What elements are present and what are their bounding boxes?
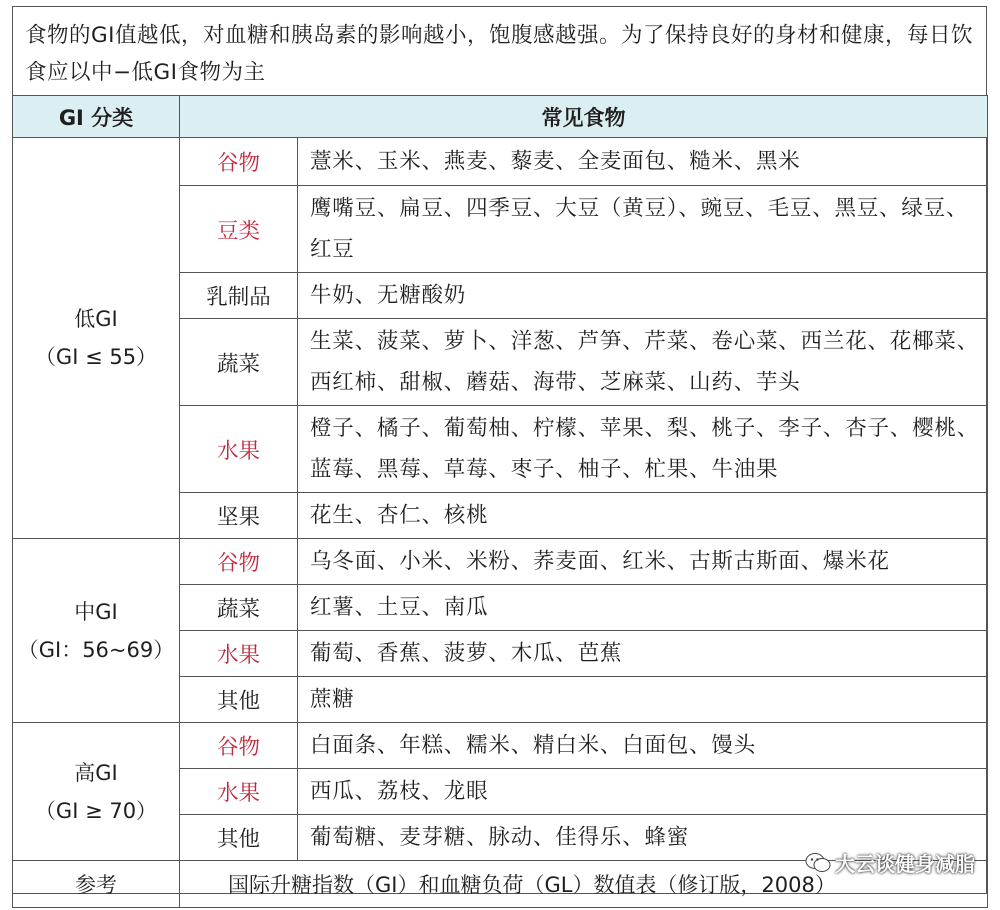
watermark [805, 848, 975, 877]
gi-group-low [13, 138, 180, 539]
category-cell: 水果 [180, 769, 298, 815]
gi-group-range: （GI ≤ 55） [34, 345, 158, 369]
foods-cell: 橙子、橘子、葡萄柚、柠檬、苹果、梨、桃子、李子、杏子、樱桃、蓝莓、黑莓、草莓、枣子、柚子、杧果、牛油果 [298, 406, 988, 493]
gi-group-high [13, 723, 180, 861]
category-cell: 蔬菜 [180, 585, 298, 631]
table-header-row [13, 96, 988, 138]
category-cell: 其他 [180, 677, 298, 723]
category-cell: 谷物 [180, 138, 298, 186]
foods-cell: 花生、杏仁、核桃 [298, 493, 988, 539]
gi-group-label: 中GI [74, 599, 118, 624]
gi-group-mid [13, 539, 180, 723]
gi-food-table [12, 95, 988, 908]
foods-cell: 牛奶、无糖酸奶 [298, 273, 988, 319]
category-cell: 坚果 [180, 493, 298, 539]
category-cell: 其他 [180, 815, 298, 861]
foods-cell: 红薯、土豆、南瓜 [298, 585, 988, 631]
gi-category-header: GI 分类 [13, 96, 180, 138]
gi-group-range: （GI ≥ 70） [34, 798, 158, 823]
foods-cell: 生菜、菠菜、萝卜、洋葱、芦笋、芹菜、卷心菜、西兰花、花椰菜、西红柿、甜椒、蘑菇、海带、芝麻菜、山药、芋头 [298, 319, 988, 406]
wechat-icon [805, 852, 831, 874]
foods-cell: 薏米、玉米、燕麦、藜麦、全麦面包、糙米、黑米 [298, 138, 988, 186]
watermark-text: 大云谈健身减脂 [835, 852, 975, 876]
gi-group-label: 低GI [74, 307, 118, 331]
table-row [13, 723, 988, 769]
foods-cell: 乌冬面、小米、米粉、荞麦面、红米、古斯古斯面、爆米花 [298, 539, 988, 585]
table-row [13, 138, 988, 186]
reference-label: 参考 [13, 861, 180, 908]
gi-group-range: （GI：56~69） [17, 637, 175, 662]
category-cell: 蔬菜 [180, 319, 298, 406]
category-cell: 豆类 [180, 186, 298, 273]
foods-cell: 西瓜、荔枝、龙眼 [298, 769, 988, 815]
category-cell: 水果 [180, 406, 298, 493]
category-cell: 谷物 [180, 539, 298, 585]
foods-cell: 蔗糖 [298, 677, 988, 723]
category-cell: 谷物 [180, 723, 298, 769]
foods-cell: 葡萄糖、麦芽糖、脉动、佳得乐、蜂蜜 [298, 815, 988, 861]
foods-cell: 白面条、年糕、糯米、精白米、白面包、馒头 [298, 723, 988, 769]
intro-text: 食物的GI值越低，对血糖和胰岛素的影响越小，饱腹感越强。为了保持良好的身材和健康，每日饮食应以中−低GI食物为主 [25, 23, 974, 85]
document-frame [12, 6, 987, 897]
foods-cell: 葡萄、香蕉、菠萝、木瓜、芭蕉 [298, 631, 988, 677]
category-cell: 乳制品 [180, 273, 298, 319]
foods-cell: 鹰嘴豆、扁豆、四季豆、大豆（黄豆）、豌豆、毛豆、黑豆、绿豆、红豆 [298, 186, 988, 273]
category-cell: 水果 [180, 631, 298, 677]
common-foods-header: 常见食物 [180, 96, 988, 138]
table-row [13, 539, 988, 585]
reference-value: 国际升糖指数（GI）和血糖负荷（GL）数值表（修订版，2008） [180, 861, 988, 908]
gi-group-label: 高GI [74, 760, 118, 785]
